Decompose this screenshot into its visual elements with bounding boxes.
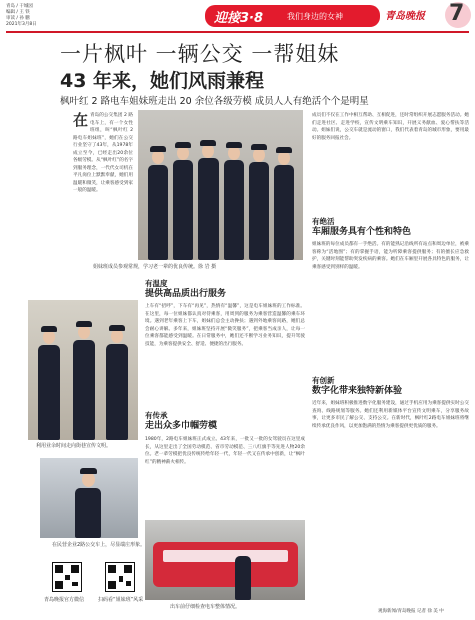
byline: 观海新闻/青岛晚报 记者 徐 美 中 [378, 609, 444, 614]
section-text-4: 近年来，姐妹班积极推进数字化服务建设，通过手机应用为乘客提供实时公交查询、线路规划等服务。她们还利用新媒体平台宣传文明乘车，分享服务故事，让更多市民了解公交、支持公交。在新时代，枫叶红2路电车姐妹班将继续传承优良作风，以更加饱满的热情为乘客提供更优质的服务。 [312, 401, 469, 429]
lead-column [73, 112, 133, 257]
qr1-label: 青岛晚报官方微信 [44, 597, 85, 603]
section-tag-1: 有温度 [145, 279, 168, 288]
section-tag-3: 有绝活 [312, 217, 335, 226]
editor-label: 编辑 / 王 铁 [6, 10, 30, 15]
photo-caption-bus: 出车前仔细检查电车整体情况。 [170, 604, 241, 610]
section-tag-2: 有传承 [145, 411, 168, 420]
headline-line1: 一片枫叶 一辆公交 一帮姐妹 [60, 42, 340, 66]
qr-code-video[interactable] [105, 562, 135, 592]
proof-label: 审读 / 孙 鹏 [6, 16, 30, 21]
photo-caption-left-mid: 利用业余时间走向街巷宣传文明。 [36, 443, 112, 449]
lead-text: 青岛的公交集团 2 路电车上，有一个女性班组，叫“枫叶红 2 路电车姐妹班”，她们在公交行业坚守了43年，从1978年成立至今，已经走出20余位各级劳模。从“枫叶红”的名字到服务理念，一代代女司机在平凡岗位上默默奉献，她们用温暖和微笑，让乘客感受到家一般的温暖。 [73, 113, 133, 193]
edition-info [6, 4, 66, 28]
section-title-1: 提供高品质出行服务 [145, 289, 227, 299]
qr2-label: 扫码看“姐妹班”风采 [98, 597, 144, 603]
section-text-3: 姐妹班的每位成员都有一手绝活。有的能熟记沿线所有站点和周边单位，被乘客称为“活地图”；有的掌握手语，能为听障乘客提供服务；有的擅长应急救护，关键时刻能帮助突发疾病的乘客。她们在车厢里开展各具特色的服务，让乘客感受到别样的温暖。 [312, 242, 469, 270]
street-photo [28, 300, 138, 440]
photo-caption-top: 姐妹班成员参观常规，学习老一辈的优良传统。徐 岩 摄 [93, 264, 217, 270]
section-tag-4: 有创新 [312, 376, 335, 385]
bus-photo [145, 520, 305, 600]
header-divider [6, 31, 469, 33]
banner-title: 迎接3·8 [214, 11, 264, 26]
section-title-2: 走出众多巾帼劳模 [145, 421, 218, 431]
bus-driver-photo [40, 458, 138, 538]
page-number: 7 [449, 1, 465, 26]
section-title-3: 车厢服务具有个性和特色 [312, 227, 412, 237]
lead-dropcap: 在 [73, 112, 89, 129]
right-top-text: 成员们不仅在工作中相互帮助、互相促进，还时常组织开展志愿服务活动。她们走进社区、走进学校，宣传文明乘车知识，开展义务献血、爱心帮扶等活动。姐妹们说，公交车就是流动的窗口，我们代表着青岛的城市形象，要用最好的服务回报社会。 [312, 113, 469, 141]
section-title-4: 数字化带来独特新体验 [312, 386, 403, 396]
headline-subtitle: 枫叶红 2 路电车姐妹班走出 20 余位各级劳模 成员人人有绝活个个是明星 [60, 96, 369, 107]
headline-line2: 43 年来，她们风雨兼程 [60, 70, 265, 92]
qr-code-official[interactable] [52, 562, 82, 592]
edition-label: 青岛 / 干城园 [6, 4, 33, 9]
section-text-2: 1980年，2路电车姐妹班正式成立。43年来，一批又一批的女驾驶员在这里成长，从这里走出了全国劳动模范、省市劳动模范、三八红旗手等先进人物20余位。老一辈劳模把优良传统传给年轻一代，年轻一代又在传承中创新，让“枫叶红”的精神薪火相传。 [145, 437, 305, 465]
photo-caption-left-bottom: 在民营企业2路公交车上，尽显端庄形象。 [52, 542, 146, 548]
group-photo [138, 110, 303, 260]
date-label: 2021年3月8日 [6, 22, 37, 27]
banner-subtitle: 我们身边的女神 [287, 12, 343, 21]
section-text-1: 上车有“招呼”，下车有“再见”，热情有“温馨”，这是电车姐妹班的工作标准。在这里，每一位姐妹都认真对待乘客，用周到的服务为乘客营造温馨的乘车环境。遇到老年乘客上下车，姐妹们总会主动搀扶；遇到外地乘客问路，她们总会耐心讲解。多年来，姐妹班坚持开展“微笑服务”，把乘客当成亲人，让每一位乘客都能感受到温暖。在日常服务中，她们还不断学习业务知识，提升驾驶技能，为乘客提供安全、舒适、便捷的出行服务。 [145, 304, 305, 347]
paper-name: 青岛晚报 [385, 11, 425, 22]
